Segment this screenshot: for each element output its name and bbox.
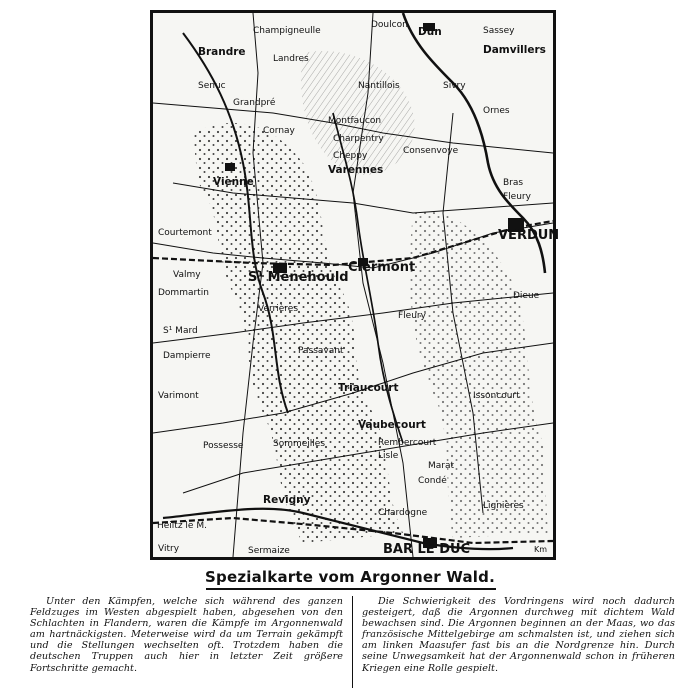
label-courtemont: Courtemont <box>158 228 212 238</box>
argonne-map <box>150 10 560 560</box>
article-paragraph-left: Unter den Kämpfen, welche sich während des ganzen Feldzuges im Westen abgespielt haben, abgesehen von den Schlachten in Flandern, waren die Kämpfe im Argonnenwald am hartnäckigsten. Meterweise wird da um Terrain gekämpft und die Stellungen wechselten oft. Trotzdem haben die deutschen Truppen auch hier in letzter Zeit größere Fortschritte gemacht. <box>30 596 343 674</box>
label-sermaize: Sermaize <box>248 546 290 556</box>
label-varennes: Varennes <box>328 164 384 176</box>
map-scale <box>534 545 547 554</box>
label-st-mard: S¹ Mard <box>163 326 198 336</box>
map-drawing <box>153 13 560 557</box>
label-menehould: S¹ Menehould <box>248 270 349 285</box>
label-rembercourt: Rembercourt <box>378 438 437 448</box>
article-right-column <box>362 596 675 688</box>
label-possesse: Possesse <box>203 441 244 451</box>
label-sommeilles: Sommeilles <box>273 439 326 449</box>
label-montfaucon: Montfaucon <box>328 116 382 126</box>
article-body <box>30 596 675 688</box>
label-vienne: Vienne <box>213 176 254 188</box>
label-chardogne: Chardogne <box>378 508 428 518</box>
label-lisle: Lisle <box>378 451 399 461</box>
label-bras: Bras <box>503 178 524 188</box>
label-revigny: Revigny <box>263 494 311 506</box>
label-bar-le-duc: BAR LE DUC <box>383 542 471 557</box>
label-cornay: Cornay <box>263 126 295 136</box>
label-senuc: Senuc <box>198 81 226 91</box>
label-issoncourt: Issoncourt <box>473 391 520 401</box>
label-triaucourt: Triaucourt <box>338 382 399 394</box>
label-verdun: VERDUN <box>498 228 560 243</box>
label-damvillers: Damvillers <box>483 44 546 56</box>
caption-underline <box>206 588 496 590</box>
label-charpentry: Charpentry <box>333 134 384 144</box>
label-varimont: Varimont <box>158 391 199 401</box>
column-divider <box>352 596 353 688</box>
label-brandre: Brandre <box>198 46 246 58</box>
map-caption: Spezialkarte vom Argonner Wald. <box>205 568 495 586</box>
label-doulcon: Doulcon <box>371 20 408 30</box>
label-fleury-aire: Fleury <box>398 311 426 321</box>
label-heiltz: Heiltz le M. <box>157 521 207 531</box>
label-sassey: Sassey <box>483 26 515 36</box>
label-dun: Dun <box>418 26 442 38</box>
label-cheppy: Cheppy <box>333 151 368 161</box>
label-conde: Condé <box>418 476 447 486</box>
label-dommartin: Dommartin <box>158 288 209 298</box>
label-vaubecourt: Vaubecourt <box>358 419 426 431</box>
eastern-forest <box>410 211 548 538</box>
label-sivry: Sivry <box>443 81 466 91</box>
article-paragraph-right: Die Schwierigkeit des Vordringens wird noch dadurch gesteigert, daß die Argonnen durchweg mit dichtem Wald bewachsen sind. Die Argonnen beginnen an der Maas, wo das französische Mittelgebirge am schmalsten ist, und ziehen sich am linken Maasufer fast bis an die Nordgrenze hin. Durch seine Unwegsamkeit hat der Argonnenwald schon in früheren Kriegen eine Rolle gespielt. <box>362 596 675 674</box>
label-valmy: Valmy <box>173 270 201 280</box>
scale-label: Km <box>533 545 547 554</box>
label-dampierre: Dampierre <box>163 351 211 361</box>
label-dieue: Dieue <box>513 291 540 301</box>
label-nantillois: Nantillois <box>358 81 400 91</box>
label-ornes: Ornes <box>483 106 510 116</box>
label-champigneulle: Champigneulle <box>253 26 321 36</box>
label-marat: Marat <box>428 461 455 471</box>
label-lignieres: Lignières <box>483 501 524 511</box>
label-landres: Landres <box>273 54 309 64</box>
label-vitry: Vitry <box>158 544 180 554</box>
article-left-column <box>30 596 343 688</box>
label-passavant: Passavant <box>298 346 344 356</box>
label-verrieres: Verrières <box>258 304 299 314</box>
label-grandpre: Grandpré <box>233 98 276 108</box>
label-consenvoye: Consenvoye <box>403 146 459 156</box>
label-fleury: Fleury <box>503 192 531 202</box>
label-clermont: Clermont <box>348 260 416 275</box>
